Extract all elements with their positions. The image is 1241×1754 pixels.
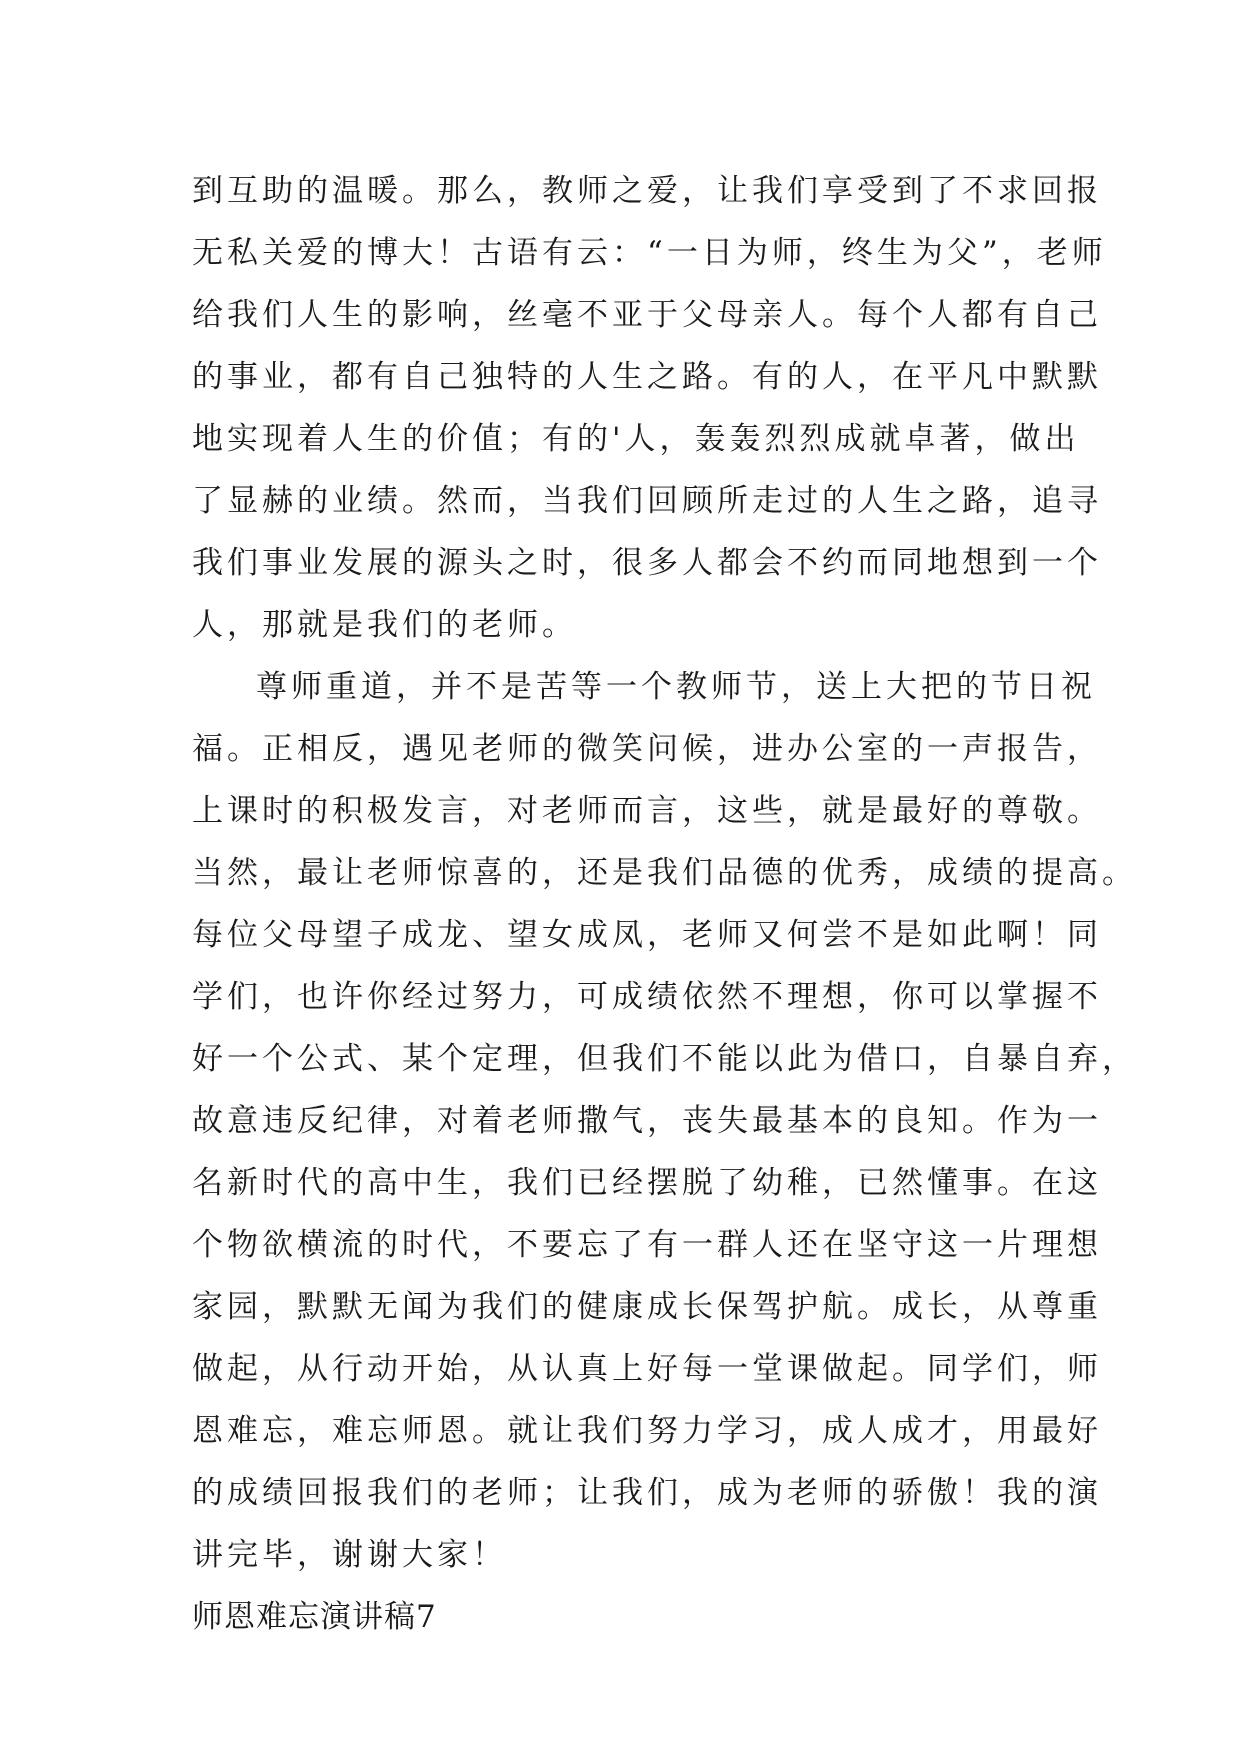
text-line: 恩难忘，难忘师恩。就让我们努力学习，成人成才，用最好	[192, 1413, 1102, 1449]
text-line: 到互助的温暖。那么，教师之爱，让我们享受到了不求回报	[192, 173, 1102, 209]
section-heading: 师恩难忘演讲稿7	[192, 1599, 437, 1635]
text-line: 当然，最让老师惊喜的，还是我们品德的优秀，成绩的提高。	[192, 855, 1137, 891]
text-line: 给我们人生的影响，丝毫不亚于父母亲人。每个人都有自己	[192, 297, 1102, 333]
text-line: 故意违反纪律，对着老师撒气，丧失最基本的良知。作为一	[192, 1103, 1102, 1139]
text-line: 上课时的积极发言，对老师而言，这些，就是最好的尊敬。	[192, 793, 1102, 829]
text-line: 我们事业发展的源头之时，很多人都会不约而同地想到一个	[192, 545, 1102, 581]
text-line: 地实现着人生的价值；有的'人，轰轰烈烈成就卓著，做出	[192, 421, 1080, 457]
text-line: 名新时代的高中生，我们已经摆脱了幼稚，已然懂事。在这	[192, 1165, 1102, 1201]
text-line: 的事业，都有自己独特的人生之路。有的人，在平凡中默默	[192, 359, 1102, 395]
text-line: 了显赫的业绩。然而，当我们回顾所走过的人生之路，追寻	[192, 483, 1102, 519]
text-line: 学们，也许你经过努力，可成绩依然不理想，你可以掌握不	[192, 979, 1102, 1015]
text-line: 人，那就是我们的老师。	[192, 607, 577, 643]
text-line: 做起，从行动开始，从认真上好每一堂课做起。同学们，师	[192, 1351, 1102, 1387]
text-line: 的成绩回报我们的老师；让我们，成为老师的骄傲！我的演	[192, 1475, 1102, 1511]
text-line: 每位父母望子成龙、望女成凤，老师又何尝不是如此啊！同	[192, 917, 1102, 953]
text-line: 讲完毕，谢谢大家！	[192, 1537, 507, 1573]
text-line: 个物欲横流的时代，不要忘了有一群人还在坚守这一片理想	[192, 1227, 1102, 1263]
text-line: 好一个公式、某个定理，但我们不能以此为借口，自暴自弃，	[192, 1041, 1137, 1077]
paragraph-first-line: 尊师重道，并不是苦等一个教师节，送上大把的节日祝	[256, 669, 1096, 705]
document-body	[192, 160, 1137, 1648]
text-line: 无私关爱的博大！古语有云：“一日为师，终生为父”，老师	[192, 235, 1107, 271]
text-line: 家园，默默无闻为我们的健康成长保驾护航。成长，从尊重	[192, 1289, 1102, 1325]
text-line: 福。正相反，遇见老师的微笑问候，进办公室的一声报告，	[192, 731, 1102, 767]
